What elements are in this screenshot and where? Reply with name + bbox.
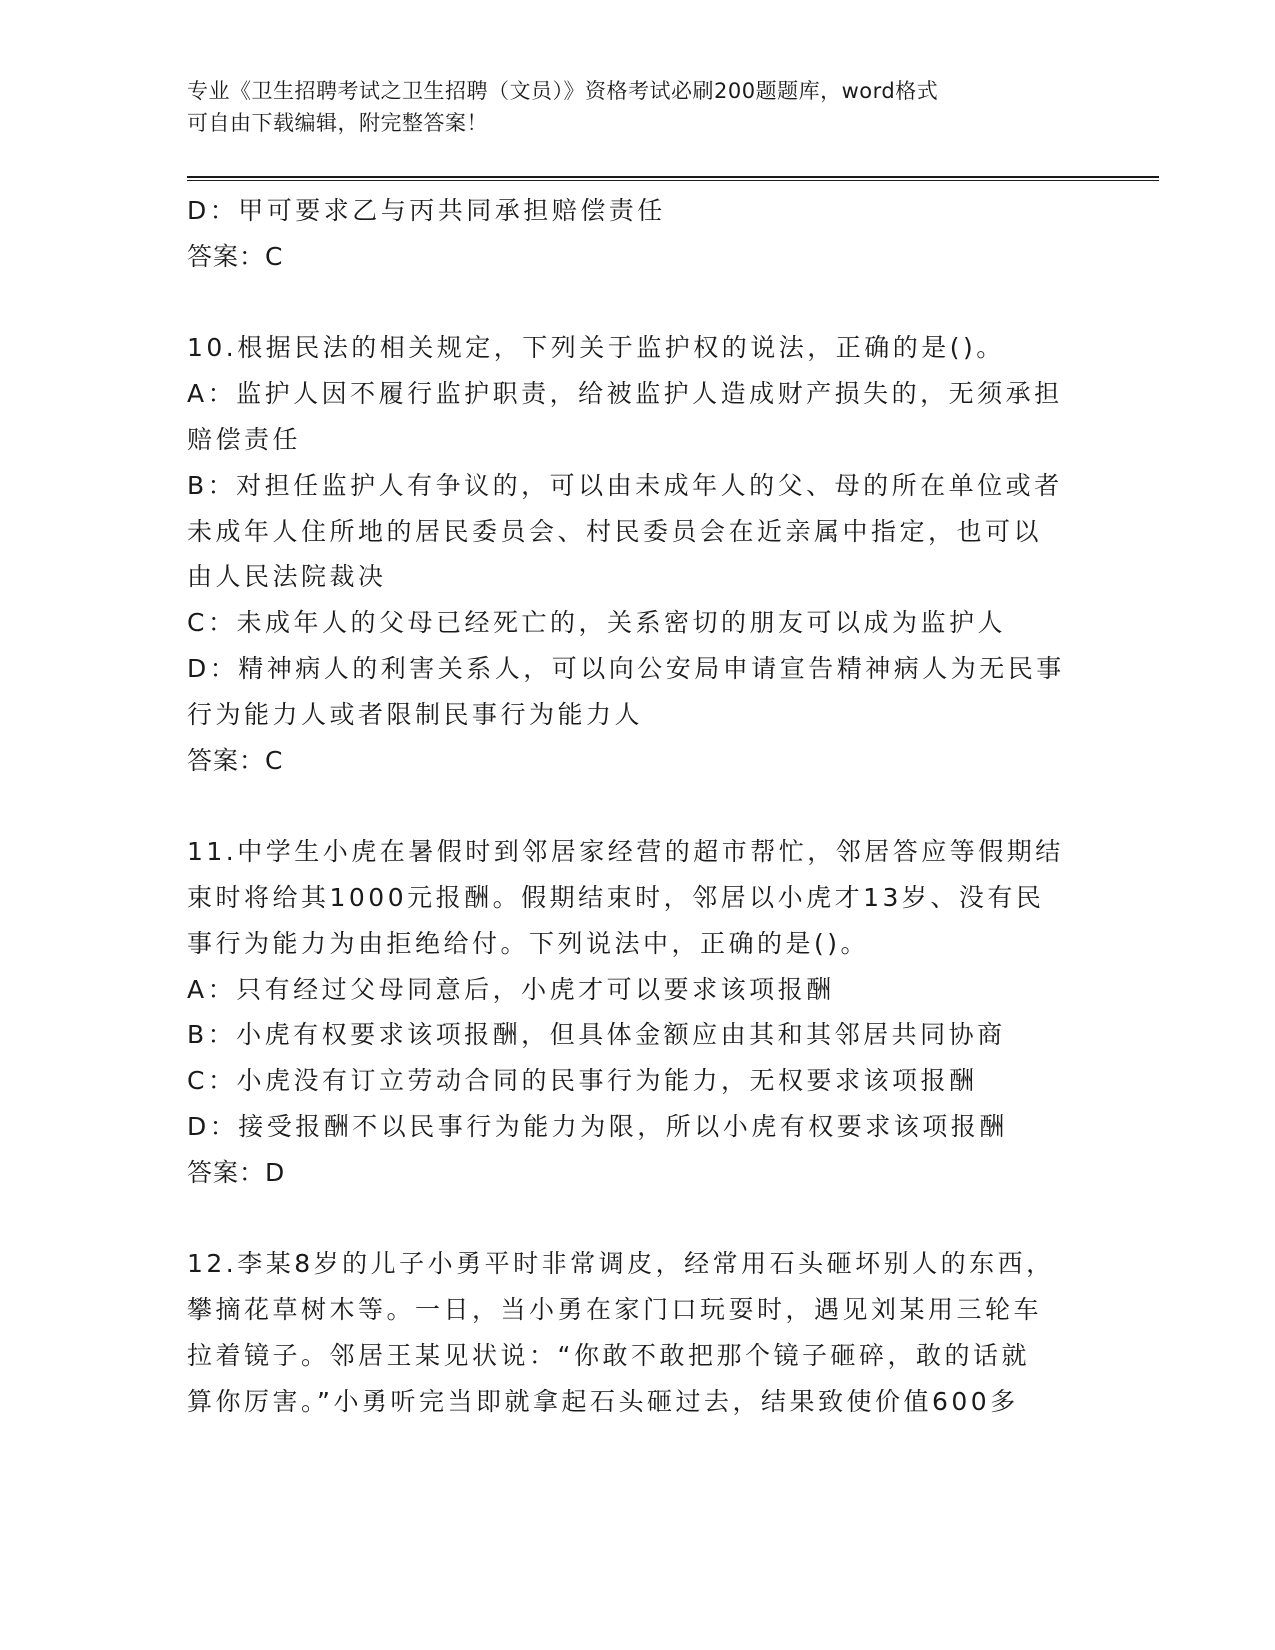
document-body (187, 188, 1087, 1425)
question-line: A：监护人因不履行监护职责，给被监护人造成财产损失的，无须承担 (187, 379, 1063, 409)
divider-thick-line (187, 176, 1159, 178)
spacer (187, 280, 1087, 326)
question-line: 12.李某8岁的儿子小勇平时非常调皮，经常用石头砸坏别人的东西， (187, 1249, 1055, 1279)
question-line: 行为能力人或者限制民事行为能力人 (187, 699, 644, 729)
question-answer: 答案：C (187, 745, 284, 775)
question-line: D：精神病人的利害关系人，可以向公安局申请宣告精神病人为无民事 (187, 653, 1065, 683)
page-header (187, 75, 1067, 139)
question-line: 赔偿责任 (187, 424, 302, 454)
question-line: A：只有经过父母同意后，小虎才可以要求该项报酬 (187, 974, 835, 1004)
question-line: 未成年人住所地的居民委员会、村民委员会在近亲属中指定，也可以 (187, 516, 1043, 546)
question-line: 束时将给其1000元报酬。假期结束时，邻居以小虎才13岁、没有民 (187, 882, 1045, 912)
question-line: C：小虎没有订立劳动合同的民事行为能力，无权要求该项报酬 (187, 1066, 978, 1096)
carryover-answer: 答案：C (187, 241, 284, 271)
question-line: 事行为能力为由拒绝给付。下列说法中，正确的是()。 (187, 928, 870, 958)
header-divider (187, 176, 1159, 182)
header-line-2: 可自由下载编辑，附完整答案！ (187, 111, 488, 135)
question-line: B：对担任监护人有争议的，可以由未成年人的父、母的所在单位或者 (187, 470, 1063, 500)
question-line: 攀摘花草树木等。一日，当小勇在家门口玩耍时，遇见刘某用三轮车 (187, 1295, 1043, 1325)
divider-thin-line (187, 180, 1159, 181)
question-11 (187, 829, 1087, 1195)
question-10 (187, 325, 1087, 783)
question-line: 10.根据民法的相关规定，下列关于监护权的说法，正确的是()。 (187, 333, 1005, 363)
question-12 (187, 1241, 1087, 1424)
spacer (187, 783, 1087, 829)
question-line: D：接受报酬不以民事行为能力为限，所以小虎有权要求该项报酬 (187, 1111, 1008, 1141)
header-line-1: 专业《卫生招聘考试之卫生招聘（文员）》资格考试必刷200题题库，word格式 (187, 79, 939, 103)
spacer (187, 1196, 1087, 1242)
question-line: 11.中学生小虎在暑假时到邻居家经营的超市帮忙，邻居答应等假期结 (187, 837, 1064, 867)
question-line: 拉着镜子。邻居王某见状说：“你敢不敢把那个镜子砸碎，敢的话就 (187, 1340, 1030, 1370)
question-line: 算你厉害。”小勇听完当即就拿起石头砸过去，结果致使价值600多 (187, 1386, 1019, 1416)
question-line: B：小虎有权要求该项报酬，但具体金额应由其和其邻居共同协商 (187, 1020, 1006, 1050)
question-line: 由人民法院裁决 (187, 562, 387, 592)
question-answer: 答案：D (187, 1157, 286, 1187)
question-line: C：未成年人的父母已经死亡的，关系密切的朋友可以成为监护人 (187, 608, 1006, 638)
carryover-option-d: D：甲可要求乙与丙共同承担赔偿责任 (187, 196, 666, 225)
